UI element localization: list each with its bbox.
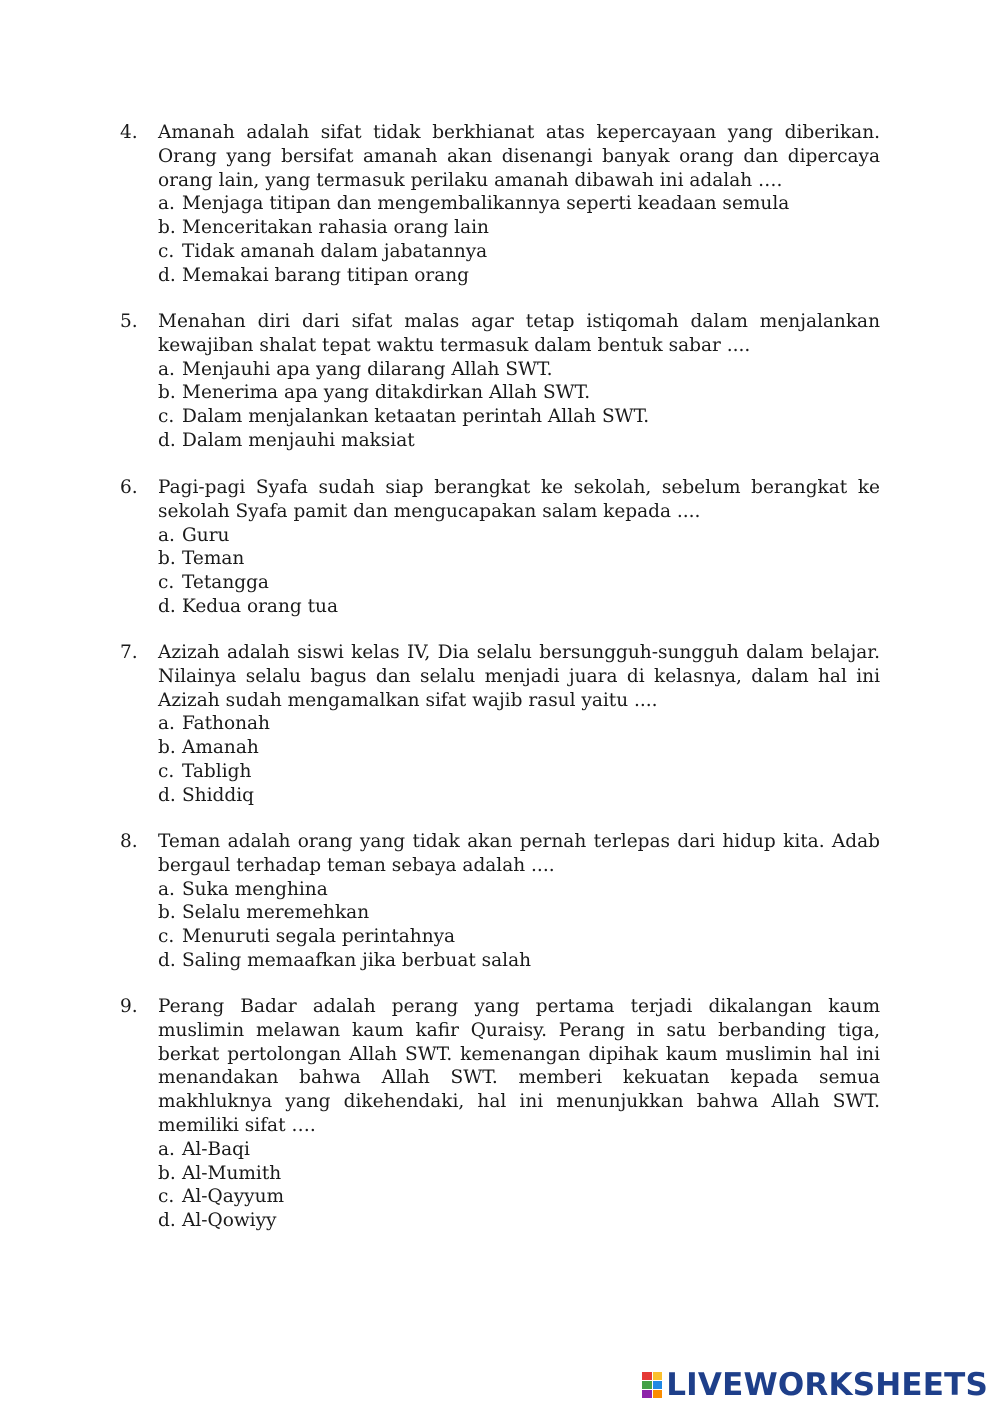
option-letter: d. — [158, 949, 176, 971]
answer-options — [158, 358, 880, 453]
option-text: Selalu meremehkan — [182, 902, 370, 924]
option-text: Suka menghina — [182, 878, 328, 900]
brand-name: LIVEWORKSHEETS — [666, 1367, 988, 1403]
option-text: Al-Mumith — [182, 1162, 282, 1184]
answer-option[interactable] — [158, 595, 880, 619]
question-text: Teman adalah orang yang tidak akan pernah terlepas dari hidup kita. Adab bergaul terhadap teman sebaya adalah .... — [158, 831, 880, 876]
question-text: Menahan diri dari sifat malas agar tetap istiqomah dalam menjalankan kewajiban shalat tepat waktu termasuk dalam bentuk sabar .... — [158, 311, 880, 356]
answer-option[interactable] — [158, 524, 880, 548]
answer-option[interactable] — [158, 192, 880, 216]
option-text: Al-Qayyum — [182, 1186, 285, 1208]
option-text: Menjauhi apa yang dilarang Allah SWT. — [182, 358, 553, 380]
logo-block — [653, 1372, 663, 1380]
option-letter: b. — [158, 382, 176, 404]
option-letter: a. — [158, 193, 175, 215]
question-7 — [120, 641, 880, 808]
answer-option[interactable] — [158, 429, 880, 453]
answer-options — [158, 1138, 880, 1233]
answer-option[interactable] — [158, 381, 880, 405]
option-letter: a. — [158, 524, 175, 546]
option-letter: c. — [158, 406, 175, 428]
logo-block — [653, 1381, 663, 1389]
answer-option[interactable] — [158, 712, 880, 736]
option-letter: a. — [158, 878, 175, 900]
question-9 — [120, 995, 880, 1233]
answer-option[interactable] — [158, 1185, 880, 1209]
question-number: 6. — [120, 477, 138, 498]
option-letter: b. — [158, 1162, 176, 1184]
option-letter: d. — [158, 429, 176, 451]
option-text: Shiddiq — [182, 784, 254, 806]
question-8 — [120, 830, 880, 973]
option-letter: c. — [158, 1186, 175, 1208]
answer-option[interactable] — [158, 1209, 880, 1233]
option-text: Fathonah — [182, 713, 270, 735]
option-letter: a. — [158, 713, 175, 735]
answer-option[interactable] — [158, 878, 880, 902]
option-text: Memakai barang titipan orang — [182, 264, 470, 286]
answer-option[interactable] — [158, 784, 880, 808]
question-6 — [120, 476, 880, 619]
option-text: Teman — [182, 548, 245, 570]
option-letter: d. — [158, 264, 176, 286]
option-text: Dalam menjalankan ketaatan perintah Allah SWT. — [182, 406, 650, 428]
option-text: Guru — [182, 524, 230, 546]
option-letter: a. — [158, 358, 175, 380]
question-number: 8. — [120, 831, 138, 852]
liveworksheets-logo-icon — [642, 1372, 662, 1398]
option-text: Amanah — [182, 737, 259, 759]
option-text: Al-Baqi — [182, 1138, 250, 1160]
answer-option[interactable] — [158, 240, 880, 264]
answer-options — [158, 878, 880, 973]
option-text: Menceritakan rahasia orang lain — [182, 217, 489, 239]
question-number: 9. — [120, 996, 138, 1017]
question-text: Amanah adalah sifat tidak berkhianat atas kepercayaan yang diberikan. Orang yang bersifat amanah akan disenangi banyak orang dan dipercaya orang lain, yang termasuk perilaku amanah dibawah ini adalah …. — [158, 122, 880, 191]
logo-block — [653, 1390, 663, 1398]
option-letter: c. — [158, 240, 175, 262]
answer-options — [158, 712, 880, 807]
option-text: Dalam menjauhi maksiat — [182, 429, 415, 451]
option-letter: c. — [158, 760, 175, 782]
option-text: Tabligh — [182, 760, 252, 782]
option-letter: a. — [158, 1138, 175, 1160]
answer-option[interactable] — [158, 736, 880, 760]
answer-option[interactable] — [158, 1162, 880, 1186]
answer-option[interactable] — [158, 925, 880, 949]
option-letter: d. — [158, 784, 176, 806]
answer-option[interactable] — [158, 216, 880, 240]
option-text: Menuruti segala perintahnya — [182, 926, 456, 948]
answer-option[interactable] — [158, 1138, 880, 1162]
option-letter: b. — [158, 217, 176, 239]
answer-option[interactable] — [158, 949, 880, 973]
question-5 — [120, 310, 880, 453]
option-text: Menjaga titipan dan mengembalikannya seperti keadaan semula — [182, 193, 790, 215]
option-text: Tetangga — [182, 572, 269, 594]
answer-option[interactable] — [158, 547, 880, 571]
answer-option[interactable] — [158, 358, 880, 382]
answer-option[interactable] — [158, 901, 880, 925]
option-letter: d. — [158, 595, 176, 617]
option-text: Al-Qowiyy — [182, 1210, 277, 1232]
question-text: Pagi-pagi Syafa sudah siap berangkat ke sekolah, sebelum berangkat ke sekolah Syafa pamit dan mengucapakan salam kepada .... — [158, 477, 880, 522]
option-text: Tidak amanah dalam jabatannya — [182, 240, 488, 262]
liveworksheets-brand — [642, 1368, 988, 1402]
option-letter: b. — [158, 902, 176, 924]
answer-option[interactable] — [158, 571, 880, 595]
question-4 — [120, 121, 880, 288]
option-text: Menerima apa yang ditakdirkan Allah SWT. — [182, 382, 591, 404]
logo-block — [642, 1390, 652, 1398]
question-text: Azizah adalah siswi kelas IV, Dia selalu bersungguh-sungguh dalam belajar. Nilainya selalu bagus dan selalu menjadi juara di kelasnya, dalam hal ini Azizah sudah mengamalkan sifat wajib rasul yaitu .... — [158, 642, 880, 711]
question-number: 4. — [120, 122, 138, 143]
question-text: Perang Badar adalah perang yang pertama terjadi dikalangan kaum muslimin melawan kaum kafir Quraisy. Perang in satu berbanding tiga, berkat pertolongan Allah SWT. kemenangan dipihak kaum muslimin hal ini menandakan bahwa Allah SWT. memberi kekuatan kepada semua makhluknya yang dikehendaki, hal ini menunjukkan bahwa Allah SWT. memiliki sifat …. — [158, 996, 880, 1136]
answer-options — [158, 524, 880, 619]
question-number: 7. — [120, 642, 138, 663]
option-text: Saling memaafkan jika berbuat salah — [182, 949, 532, 971]
answer-options — [158, 192, 880, 287]
option-letter: b. — [158, 737, 176, 759]
question-number: 5. — [120, 311, 138, 332]
logo-block — [642, 1372, 652, 1380]
option-letter: c. — [158, 572, 175, 594]
answer-option[interactable] — [158, 405, 880, 429]
option-letter: c. — [158, 926, 175, 948]
option-text: Kedua orang tua — [182, 595, 338, 617]
logo-block — [642, 1381, 652, 1389]
answer-option[interactable] — [158, 264, 880, 288]
option-letter: b. — [158, 548, 176, 570]
answer-option[interactable] — [158, 760, 880, 784]
option-letter: d. — [158, 1210, 176, 1232]
